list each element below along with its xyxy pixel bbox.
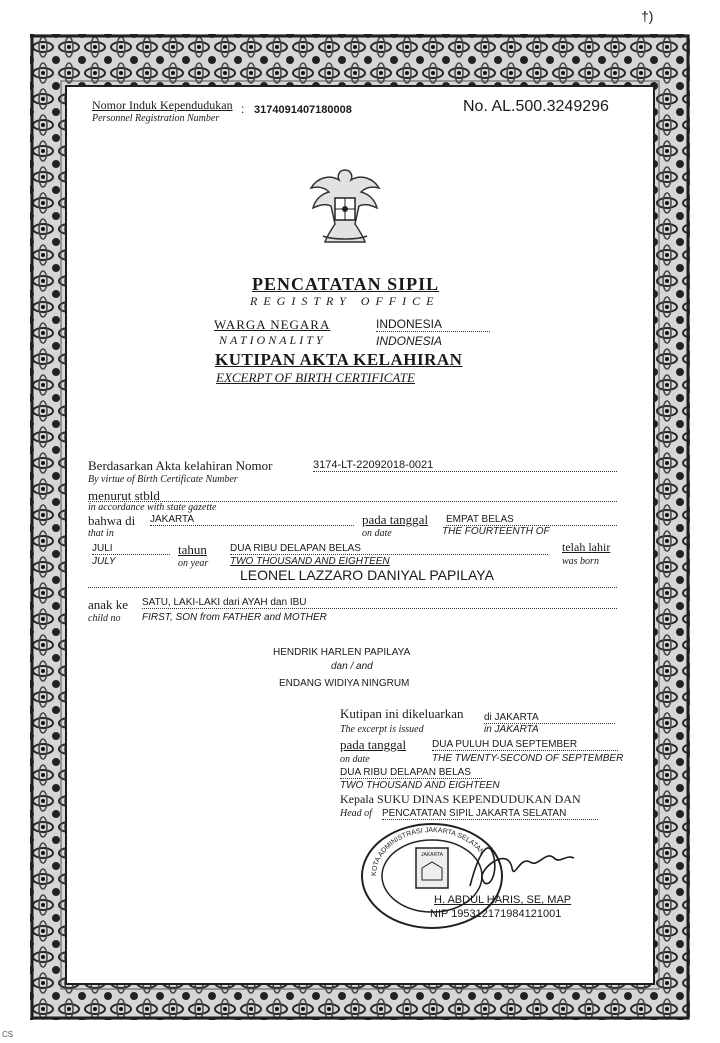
year-label: tahun — [178, 542, 207, 557]
year-value-en: TWO THOUSAND AND EIGHTEEN — [230, 556, 390, 567]
month-value-en: JULY — [92, 556, 116, 567]
basis-label: Berdasarkan Akta kelahiran Nomor — [88, 458, 273, 473]
nik-label-en: Personnel Registration Number — [92, 113, 220, 124]
certificate-number: No. AL.500.3249296 — [463, 98, 609, 115]
issued-place-en: in JAKARTA — [484, 724, 539, 735]
issue-date-label: pada tanggal — [340, 737, 407, 752]
corner-mark: †) — [641, 8, 654, 24]
head-value: PENCATATAN SIPIL JAKARTA SELATAN — [382, 808, 598, 820]
office-title: PENCATATAN SIPIL — [252, 274, 440, 294]
place-label: bahwa di — [88, 513, 136, 528]
child-name: LEONEL LAZZARO DANIYAL PAPILAYA — [240, 567, 494, 583]
footer-mark: CS — [2, 1030, 14, 1039]
basis-value: 3174-LT-22092018-0021 — [313, 459, 617, 472]
stamp-center-text: JAKARTA — [420, 852, 444, 858]
place-label-en: that in — [88, 528, 114, 539]
menurut-label-en: in accordance with state gazette — [88, 502, 217, 513]
date-label-en: on date — [362, 528, 392, 539]
issued-place: di JAKARTA — [484, 712, 615, 724]
head-label: Kepala SUKU DINAS KEPENDUDUKAN DAN — [340, 792, 581, 806]
signer-nip: NIP 195312171984121001 — [430, 908, 562, 920]
issue-date-value: DUA PULUH DUA SEPTEMBER — [432, 739, 618, 751]
garuda-emblem-icon — [307, 164, 383, 246]
menurut-label: menurut stbld — [88, 488, 160, 503]
nik-value: 3174091407180008 — [254, 104, 352, 116]
issue-year-value: DUA RIBU DELAPAN BELAS — [340, 767, 482, 779]
document-title: KUTIPAN AKTA KELAHIRAN — [215, 350, 463, 369]
date-value-en: THE FOURTEENTH OF — [442, 526, 550, 537]
menurut-dotted-line — [88, 500, 617, 502]
date-label: pada tanggal — [362, 512, 429, 527]
child-name-line — [88, 586, 617, 588]
order-label: anak ke — [88, 597, 129, 612]
issue-date-value-en: THE TWENTY-SECOND OF SEPTEMBER — [432, 753, 624, 764]
issue-year-value-en: TWO THOUSAND AND EIGHTEEN — [340, 780, 500, 791]
stamp-ring-text: KOTA ADMINISTRASI JAKARTA SELATAN — [370, 826, 486, 877]
office-title-en: REGISTRY OFFICE — [250, 294, 440, 308]
born-label-en: was born — [562, 556, 599, 567]
month-value: JULI — [92, 543, 170, 555]
mother-name: ENDANG WIDIYA NINGRUM — [279, 678, 410, 689]
document-title-en: EXCERPT OF BIRTH CERTIFICATE — [216, 370, 415, 385]
place-value: JAKARTA — [150, 514, 354, 526]
order-label-en: child no — [88, 613, 121, 624]
order-value-en: FIRST, SON from FATHER and MOTHER — [142, 612, 327, 623]
basis-label-en: By virtue of Birth Certificate Number — [88, 474, 238, 485]
nationality-label-en: NATIONALITY — [219, 333, 326, 347]
nationality-value: INDONESIA — [376, 317, 490, 332]
order-value: SATU, LAKI-LAKI dari AYAH dan IBU — [142, 597, 617, 609]
issued-label-en: The excerpt is issued — [340, 724, 424, 735]
date-value: EMPAT BELAS — [446, 514, 617, 526]
signature-icon — [450, 828, 580, 898]
and-text: dan / and — [331, 661, 373, 672]
year-value: DUA RIBU DELAPAN BELAS — [230, 543, 548, 555]
signer-name: H. ABDUL HARIS, SE, MAP — [434, 894, 572, 906]
nik-colon: : — [241, 102, 245, 116]
issue-date-label-en: on date — [340, 754, 370, 765]
nik-label: Nomor Induk Kependudukan — [92, 98, 233, 112]
born-label: telah lahir — [562, 540, 611, 554]
year-label-en: on year — [178, 558, 209, 569]
father-name: HENDRIK HARLEN PAPILAYA — [273, 647, 411, 658]
nationality-value-en: INDONESIA — [376, 334, 443, 348]
nationality-label: WARGA NEGARA — [214, 317, 331, 332]
issued-label: Kutipan ini dikeluarkan — [340, 706, 464, 721]
head-label-en: Head of — [340, 808, 372, 819]
